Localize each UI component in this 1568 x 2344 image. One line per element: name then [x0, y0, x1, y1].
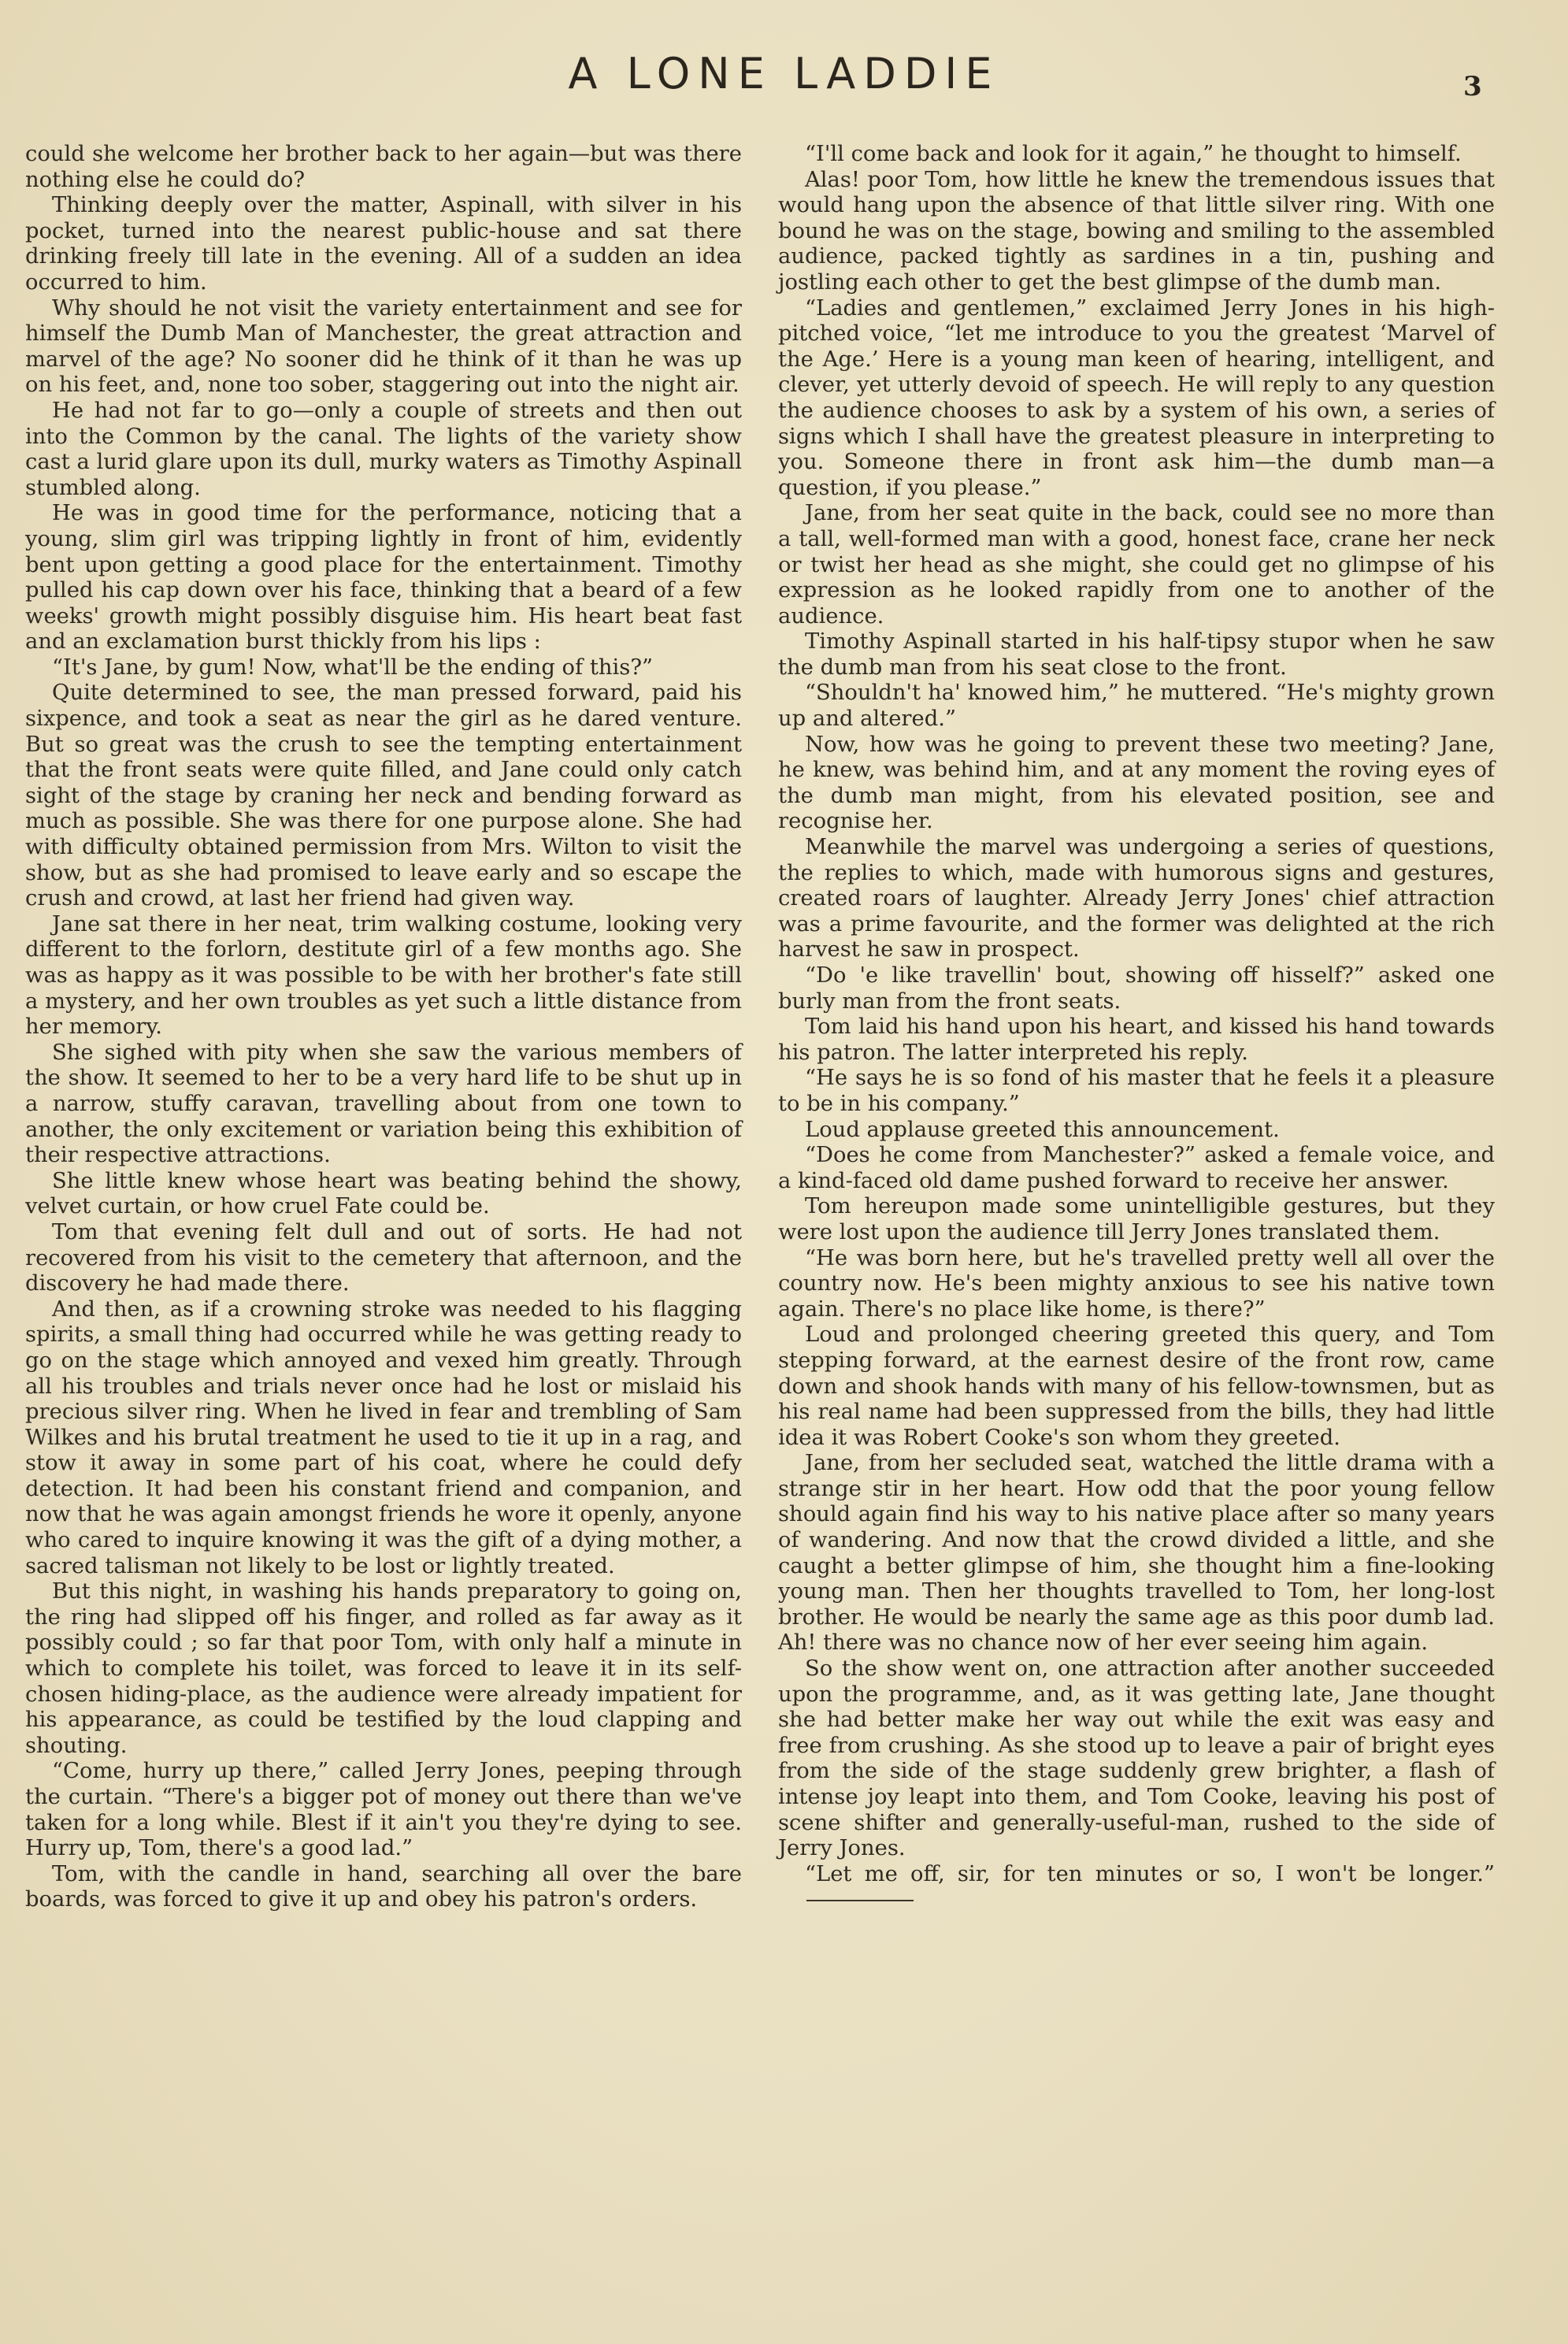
- paragraph: “Does he come from Manchester?” asked a female voice, and a kind-faced old dame pushed forward to receive her answer.: [778, 1143, 1495, 1193]
- page-number: 3: [1463, 71, 1482, 102]
- paragraph: “He says he is so fond of his master that he feels it a pleasure to be in his company.”: [778, 1066, 1495, 1116]
- paragraph-text: “Let me off, sir, for ten minutes or so, I won't be longer.”: [805, 1861, 1495, 1886]
- paragraph: could she welcome her brother back to her again—but was there nothing else he could do?: [25, 142, 742, 192]
- paragraph: Tom hereupon made some unintelligible gestures, but they were lost upon the audience till Jerry Jones translated them.: [778, 1194, 1495, 1244]
- paragraph: Tom, with the candle in hand, searching all over the bare boards, was forced to give it up and obey his patron's orders.: [25, 1861, 742, 1912]
- paragraph: Jane sat there in her neat, trim walking costume, looking very different to the forlorn, destitute girl of a few months ago. She was as happy as it was possible to be with her brother's fate still a mystery, and her own troubles as yet such a little distance from her memory.: [25, 911, 742, 1040]
- paragraph: Jane, from her seat quite in the back, could see no more than a tall, well-formed man with a good, honest face, crane her neck or twist her head as she might, she could get no glimpse of his expression as he looked rapidly from one to another of the audience.: [778, 501, 1495, 629]
- paragraph: But this night, in washing his hands preparatory to going on, the ring had slipped off his finger, and rolled as far away as it possibly could ; so far that poor Tom, with only half a minute in which to complete his toilet, was forced to leave it in its self-chosen hiding-place, as the audience were already impatient for his appearance, as could be testified by the loud clapping and shouting.: [25, 1579, 742, 1758]
- paragraph: And then, as if a crowning stroke was needed to his flagging spirits, a small thing had occurred while he was getting ready to go on the stage which annoyed and vexed him greatly. Through all his troubles and trials never once had he lost or mislaid his precious silver ring. When he lived in fear and trembling of Sam Wilkes and his brutal treatment he used to tie it up in a rag, and stow it away in some part of his coat, where he could defy detection. It had been his constant friend and companion, and now that he was again amongst friends he wore it openly, anyone who cared to inquire knowing it was the gift of a dying mother, a sacred talisman not likely to be lost or lightly treated.: [25, 1296, 742, 1578]
- paragraph: “Do 'e like travellin' bout, showing off hisself?” asked one burly man from the front seats.: [778, 963, 1495, 1014]
- running-title: A LONE LADDIE: [568, 49, 1000, 98]
- paragraph: Quite determined to see, the man pressed forward, paid his sixpence, and took a seat as near the girl as he dared venture. But so great was the crush to see the tempting entertainment that the front seats were quite filled, and Jane could only catch sight of the stage by craning her neck and bending forward as much as possible. She was there for one purpose alone. She had with difficulty obtained permission from Mrs. Wilton to visit the show, but as she had promised to leave early and so escape the crush and crowd, at last her friend had given way.: [25, 681, 742, 911]
- right-column: [778, 142, 1495, 1913]
- final-paragraph: [778, 1862, 1495, 1913]
- paragraph: She little knew whose heart was beating behind the showy, velvet curtain, or how cruel Fate could be.: [25, 1168, 742, 1219]
- paragraph: Loud applause greeted this announcement.: [805, 1117, 1280, 1142]
- paragraph: “He was born here, but he's travelled pretty well all over the country now. He's been mighty anxious to see his native town again. There's no place like home, is there?”: [778, 1245, 1495, 1322]
- paragraph: Loud and prolonged cheering greeted this query, and Tom stepping forward, at the earnest desire of the front row, came down and shook hands with many of his fellow-townsmen, but as his real name had been suppressed from the bills, they had little idea it was Robert Cooke's son whom they greeted.: [778, 1322, 1495, 1450]
- paragraph: Jane, from her secluded seat, watched the little drama with a strange stir in her heart. How odd that the poor young fellow should again find his way to his native place after so many years of wandering. And now that the crowd divided a little, and she caught a better glimpse of him, she thought him a fine-looking young man. Then her thoughts travelled to Tom, her long-lost brother. He would be nearly the same age as this poor dumb lad. Ah! there was no chance now of her ever seeing him again.: [778, 1451, 1495, 1656]
- paragraph: Now, how was he going to prevent these two meeting? Jane, he knew, was behind him, and at any moment the roving eyes of the dumb man might, from his elevated position, see and recognise her.: [778, 732, 1495, 834]
- paragraph: She sighed with pity when she saw the various members of the show. It seemed to her to be a very hard life to be shut up in a narrow, stuffy caravan, travelling about from one town to another, the only excitement or variation being this exhibition of their respective attractions.: [25, 1040, 742, 1168]
- paragraph: “Ladies and gentlemen,” exclaimed Jerry Jones in his high-pitched voice, “let me introduce to you the greatest ‘Marvel of the Age.’ Here is a young man keen of hearing, intelligent, and clever, yet utterly devoid of speech. He will reply to any question the audience chooses to ask by a system of his own, a series of signs which I shall have the greatest pleasure in interpreting to you. Someone there in front ask him—the dumb man—a question, if you please.”: [778, 295, 1495, 500]
- paragraph: “I'll come back and look for it again,” he thought to himself.: [805, 142, 1462, 166]
- paragraph: “Come, hurry up there,” called Jerry Jones, peeping through the curtain. “There's a bigger pot of money out there than we've taken for a long while. Blest if it ain't you they're dying to see. Hurry up, Tom, there's a good lad.”: [25, 1759, 742, 1861]
- paragraph: Alas! poor Tom, how little he knew the tremendous issues that would hang upon the absence of that little silver ring. With one bound he was on the stage, bowing and smiling to the assembled audience, packed tightly as sardines in a tin, pushing and jostling each other to get the best glimpse of the dumb man.: [778, 167, 1495, 295]
- paragraph: He had not far to go—only a couple of streets and then out into the Common by the canal. The lights of the variety show cast a lurid glare upon its dull, murky waters as Timothy Aspinall stumbled along.: [25, 398, 742, 500]
- paragraph: He was in good time for the performance, noticing that a young, slim girl was tripping lightly in front of him, evidently bent upon getting a good place for the entertainment. Timothy pulled his cap down over his face, thinking that a beard of a few weeks' growth might possibly disguise him. His heart beat fast and an exclamation burst thickly from his lips :: [25, 501, 742, 655]
- paragraph: So the show went on, one attraction after another succeeded upon the programme, and, as it was getting late, Jane thought she had better make her way out while the exit was easy and free from crushing. As she stood up to leave a pair of bright eyes from the side of the stage suddenly grew brighter, a flash of intense joy leapt into them, and Tom Cooke, leaving his post of scene shifter and generally-useful-man, rushed to the side of Jerry Jones.: [778, 1656, 1495, 1861]
- paragraph: Thinking deeply over the matter, Aspinall, with silver in his pocket, turned into the nearest public-house and sat there drinking freely till late in the evening. All of a sudden an idea occurred to him.: [25, 193, 742, 295]
- end-rule: [806, 1900, 914, 1901]
- paragraph: Why should he not visit the variety entertainment and see for himself the Dumb Man of Manchester, the great attraction and marvel of the age? No sooner did he think of it than he was up on his feet, and, none too sober, staggering out into the night air.: [25, 295, 742, 398]
- paragraph: Tom that evening felt dull and out of sorts. He had not recovered from his visit to the cemetery that afternoon, and the discovery he had made there.: [25, 1219, 742, 1296]
- left-column: [25, 142, 742, 1913]
- paragraph: Timothy Aspinall started in his half-tipsy stupor when he saw the dumb man from his seat close to the front.: [778, 629, 1495, 680]
- paragraph: “Shouldn't ha' knowed him,” he muttered. “He's mighty grown up and altered.”: [778, 681, 1495, 732]
- paragraph: Meanwhile the marvel was undergoing a series of questions, the replies to which, made with humorous signs and gestures, created roars of laughter. Already Jerry Jones' chief attraction was a prime favourite, and the former was delighted at the rich harvest he saw in prospect.: [778, 835, 1495, 962]
- paragraph: Tom laid his hand upon his heart, and kissed his hand towards his patron. The latter interpreted his reply.: [778, 1014, 1495, 1065]
- paragraph: “It's Jane, by gum! Now, what'll be the ending of this?”: [52, 655, 654, 680]
